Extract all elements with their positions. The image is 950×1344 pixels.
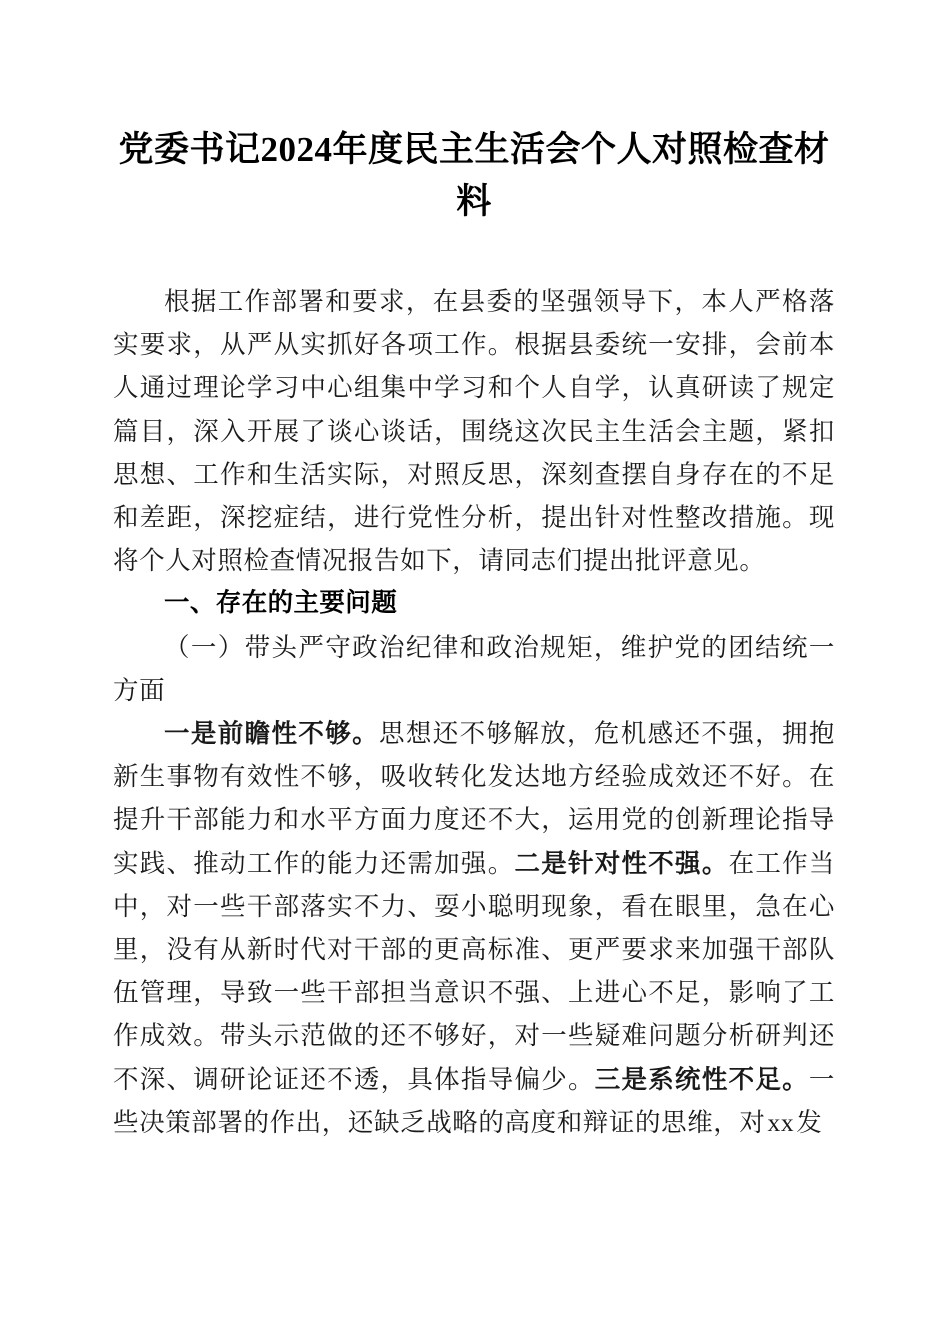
point-label-three: 三是系统性不足。: [594, 1064, 809, 1094]
placeholder-token: xx: [767, 1107, 795, 1137]
body-paragraph-problem-1: [113, 712, 835, 1144]
point-text-three-part-b: 发: [796, 1107, 823, 1137]
page-content-area: [113, 0, 835, 1144]
point-text-three-part-a: 一些决策部署的作出，还缺乏战略的高度和辩证的思维，对: [113, 1064, 835, 1137]
section-heading-level-2: （一）带头严守政治纪律和政治规矩，维护党的团结统一方面: [113, 632, 835, 705]
page-title: 党委书记2024年度民主生活会个人对照检查材料: [118, 130, 830, 221]
section-heading-level-1: 一、存在的主要问题: [164, 589, 398, 618]
point-label-two: 二是针对性不强。: [514, 848, 729, 878]
point-text-two: 在工作当中，对一些干部落实不力、耍小聪明现象，看在眼里，急在心里，没有从新时代对干部的更高标准、更严要求来加强干部队伍管理，导致一些干部担当意识不强、上进心不足，影响了工作成效。带头示范做的还不够好，对一些疑难问题分析研判还不深、调研论证还不透，具体指导偏少。: [113, 848, 835, 1094]
point-text-one: 思想还不够解放，危机感还不强，拥抱新生事物有效性不够，吸收转化发达地方经验成效还不好。在提升干部能力和水平方面力度还不大，运用党的创新理论指导实践、推动工作的能力还需加强。: [113, 719, 835, 878]
point-label-one: 一是前瞻性不够。: [164, 719, 379, 749]
intro-paragraph: 根据工作部署和要求，在县委的坚强领导下，本人严格落实要求，从严从实抓好各项工作。根据县委统一安排，会前本人通过理论学习中心组集中学习和个人自学，认真研读了规定篇目，深入开展了谈心谈话，围绕这次民主生活会主题，紧扣思想、工作和生活实际，对照反思，深刻查摆自身存在的不足和差距，深挖症结，进行党性分析，提出针对性整改措施。现将个人对照检查情况报告如下，请同志们提出批评意见。: [113, 287, 835, 576]
